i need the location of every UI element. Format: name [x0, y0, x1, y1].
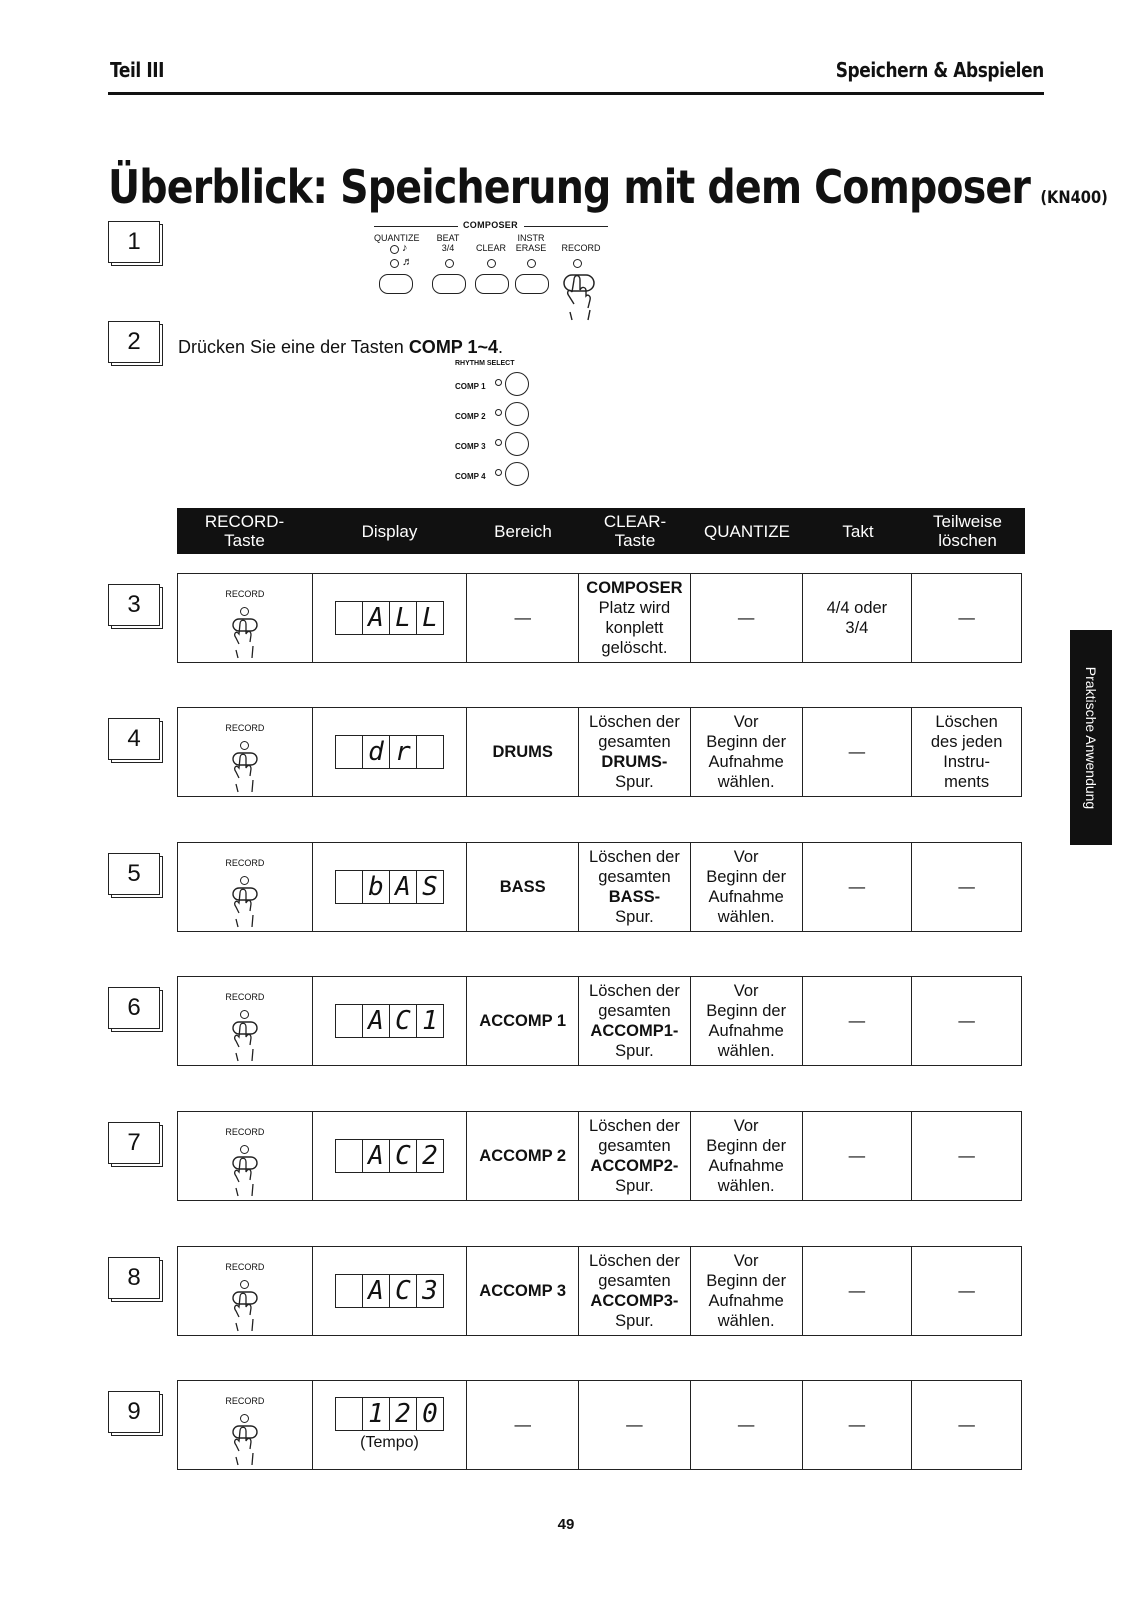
step2-instruction	[178, 337, 503, 358]
takt-text-dash: —	[848, 743, 866, 761]
table-row	[177, 573, 1022, 663]
step-number-box: 6	[108, 987, 160, 1029]
lcd-digit: L	[389, 602, 416, 634]
record-label: RECORD	[225, 858, 265, 868]
lcd-digit	[336, 1398, 362, 1430]
area-cell	[467, 843, 579, 931]
record-cell	[178, 1381, 313, 1469]
partial-erase-cell	[912, 977, 1021, 1065]
lcd-digit: S	[416, 871, 443, 903]
sixteenth-note-icon: ♬	[402, 256, 413, 268]
partial-text-dash: —	[958, 609, 975, 627]
record-led	[240, 741, 249, 750]
partial-text-dash: —	[958, 1416, 975, 1434]
display-note: (Tempo)	[360, 1434, 419, 1451]
section-label: Speichern & Abspielen	[835, 58, 1044, 82]
quantize-text: Vor Beginn der Aufnahme wählen.	[706, 1117, 787, 1195]
lcd-display	[335, 601, 444, 635]
lcd-display	[335, 735, 444, 769]
partial-erase-cell	[912, 1247, 1021, 1335]
clear-text: Spur.	[615, 1312, 654, 1330]
clear-text: Spur.	[615, 1042, 654, 1060]
display-cell	[313, 1381, 468, 1469]
area-dash: —	[514, 609, 531, 627]
step-number-box: 3	[108, 584, 160, 626]
area-text: ACCOMP 3	[479, 1282, 567, 1300]
comp3-button[interactable]	[505, 432, 529, 456]
lcd-digit: C	[389, 1140, 416, 1172]
comp4-button[interactable]	[505, 462, 529, 486]
table-row	[177, 842, 1022, 932]
clear-text-pre: Löschen der gesamten	[589, 848, 680, 886]
clear-cell-content	[589, 981, 680, 1061]
quantize-text: Vor Beginn der Aufnahme wählen.	[706, 848, 787, 926]
lcd-digit: A	[362, 1275, 389, 1307]
header-record: RECORD- Taste	[204, 512, 285, 550]
takt-cell	[803, 1247, 913, 1335]
lcd-display	[335, 1397, 444, 1431]
partial-text: Löschen des jeden Instru- ments	[930, 713, 1003, 791]
erase-label: ERASE	[515, 243, 547, 253]
finger-press-icon[interactable]	[227, 616, 263, 660]
takt-text-dash: —	[848, 1147, 866, 1165]
clear-cell-content	[589, 1251, 680, 1331]
clear-text-pre: Löschen der gesamten	[589, 713, 680, 751]
beat-button[interactable]	[432, 274, 466, 294]
quantize-led-1	[390, 245, 399, 254]
lcd-digit: 0	[416, 1398, 443, 1430]
chapter-label: Teil III	[110, 58, 165, 82]
instr-erase-led	[527, 259, 536, 268]
clear-cell	[579, 977, 691, 1065]
lcd-digit: A	[362, 602, 389, 634]
side-tab	[1070, 630, 1112, 845]
finger-press-icon[interactable]	[227, 1154, 263, 1198]
quantize-text: Vor Beginn der Aufnahme wählen.	[706, 713, 787, 791]
table-row	[177, 1246, 1022, 1336]
area-text: ACCOMP 2	[479, 1147, 567, 1165]
area-dash: —	[514, 1416, 531, 1434]
step-number-box: 1	[108, 221, 160, 263]
clear-text: Platz wird konplett gelöscht.	[598, 599, 671, 657]
finger-press-icon[interactable]	[227, 1289, 263, 1333]
quantize-led-2	[390, 259, 399, 268]
partial-text-dash: —	[958, 1012, 975, 1030]
header-takt: Takt	[842, 521, 874, 541]
clear-text-pre: Löschen der gesamten	[589, 982, 680, 1020]
lcd-display	[335, 1004, 444, 1038]
takt-text-dash: —	[848, 1282, 866, 1300]
table-row	[177, 1380, 1022, 1470]
quantize-text: Vor Beginn der Aufnahme wählen.	[706, 982, 787, 1060]
clear-button[interactable]	[475, 274, 509, 294]
comp4-led	[495, 469, 502, 476]
clear-text: Spur.	[615, 773, 654, 791]
record-cell	[178, 1112, 313, 1200]
record-label: RECORD	[225, 1396, 265, 1406]
clear-cell-content	[586, 578, 682, 658]
area-cell	[467, 1381, 579, 1469]
table-row	[177, 707, 1022, 797]
lcd-digit	[336, 1005, 362, 1037]
lcd-digit: 2	[416, 1140, 443, 1172]
header-rule	[108, 92, 1044, 95]
quantize-label: QUANTIZE	[374, 233, 420, 243]
area-cell	[467, 977, 579, 1065]
rhythm-select-label: RHYTHM SELECT	[455, 360, 515, 367]
finger-press-icon[interactable]	[227, 885, 263, 929]
comp3-label: COMP 3	[455, 442, 486, 451]
rhythm-select-diagram	[455, 360, 545, 490]
clear-led	[487, 259, 496, 268]
lcd-digit	[336, 871, 362, 903]
area-cell	[467, 708, 579, 796]
step2-text-before: Drücken Sie eine der Tasten	[178, 337, 409, 357]
page-number: 49	[557, 1516, 575, 1533]
lcd-digit: 1	[416, 1005, 443, 1037]
record-led	[573, 259, 582, 268]
takt-cell	[803, 1112, 913, 1200]
comp3-led	[495, 439, 502, 446]
finger-press-icon[interactable]	[227, 1019, 263, 1063]
lcd-digit: 2	[389, 1398, 416, 1430]
record-cell	[178, 977, 313, 1065]
page-title-main: Überblick: Speicherung mit dem Composer	[108, 160, 1031, 214]
display-cell	[313, 1112, 468, 1200]
quantize-cell	[691, 574, 803, 662]
area-text: BASS	[499, 878, 546, 896]
clear-cell	[579, 1381, 691, 1469]
step-number-box: 7	[108, 1122, 160, 1164]
lcd-digit: C	[389, 1005, 416, 1037]
step-number-box: 9	[108, 1391, 160, 1433]
partial-erase-cell	[912, 1381, 1021, 1469]
instr-label: INSTR	[517, 233, 545, 243]
header-clear: CLEAR- Taste	[603, 512, 667, 550]
comp1-label: COMP 1	[455, 382, 486, 391]
partial-text-dash: —	[958, 1282, 975, 1300]
record-cell	[178, 1247, 313, 1335]
takt-cell	[803, 708, 913, 796]
partial-erase-cell	[912, 1112, 1021, 1200]
step2-text-after: .	[498, 337, 504, 357]
record-cell	[178, 843, 313, 931]
comp2-led	[495, 409, 502, 416]
area-cell	[467, 1112, 579, 1200]
lcd-display	[335, 870, 444, 904]
comp1-button[interactable]	[505, 372, 529, 396]
record-led	[240, 607, 249, 616]
record-led	[240, 1010, 249, 1019]
lcd-digit: A	[362, 1140, 389, 1172]
comp1-led	[495, 379, 502, 386]
lcd-digit: A	[362, 1005, 389, 1037]
step-number-box: 8	[108, 1257, 160, 1299]
display-cell	[313, 843, 468, 931]
lcd-digit: A	[389, 871, 416, 903]
table-header	[177, 508, 1025, 554]
clear-cell	[579, 1112, 691, 1200]
instr-erase-label	[514, 233, 548, 253]
quantize-cell	[691, 1112, 803, 1200]
model-label: (KN400)	[1040, 188, 1108, 208]
composer-label: COMPOSER	[463, 220, 518, 230]
clear-text-pre: Löschen der gesamten	[589, 1252, 680, 1290]
comp4-label: COMP 4	[455, 472, 486, 481]
clear-label: CLEAR	[475, 243, 506, 253]
partial-erase-cell	[912, 708, 1021, 796]
record-cell	[178, 574, 313, 662]
record-label: RECORD	[225, 992, 265, 1002]
clear-cell	[579, 708, 691, 796]
beat-label	[434, 233, 462, 253]
header-area: Bereich	[494, 521, 552, 541]
quantize-text: Vor Beginn der Aufnahme wählen.	[706, 1252, 787, 1330]
record-led	[240, 876, 249, 885]
panel-line	[524, 226, 608, 227]
header-display: Display	[361, 521, 418, 541]
clear-text-bold: ACCOMP1-	[590, 1022, 679, 1040]
takt-cell	[803, 1381, 913, 1469]
finger-press-icon[interactable]	[227, 750, 263, 794]
lcd-digit: b	[362, 871, 389, 903]
clear-text-bold: COMPOSER	[586, 579, 683, 597]
quantize-cell	[691, 977, 803, 1065]
panel-line	[374, 226, 458, 227]
lcd-digit: L	[416, 602, 443, 634]
beat-label-top: BEAT	[436, 233, 460, 243]
clear-cell	[579, 843, 691, 931]
lcd-digit: r	[389, 736, 416, 768]
lcd-display	[335, 1274, 444, 1308]
lcd-display	[335, 1139, 444, 1173]
takt-text-dash: —	[848, 1416, 866, 1434]
area-text: ACCOMP 1	[479, 1012, 567, 1030]
partial-erase-cell	[912, 843, 1021, 931]
clear-cell-content	[589, 712, 680, 792]
step2-text-bold: COMP 1~4	[408, 337, 499, 357]
header-partial-erase: Teilweise löschen	[933, 512, 1002, 550]
display-cell	[313, 1247, 468, 1335]
clear-cell	[579, 574, 691, 662]
record-led	[240, 1414, 249, 1423]
step-number-box: 4	[108, 718, 160, 760]
clear-dash: —	[626, 1416, 643, 1434]
step-number-box: 2	[108, 321, 160, 363]
area-cell	[467, 574, 579, 662]
instr-erase-button[interactable]	[515, 274, 549, 294]
lcd-digit: 1	[362, 1398, 389, 1430]
comp2-label: COMP 2	[455, 412, 486, 421]
takt-text-dash: —	[848, 1012, 866, 1030]
record-label: RECORD	[225, 589, 265, 599]
quantize-cell	[691, 708, 803, 796]
clear-text: Spur.	[615, 908, 654, 926]
beat-label-bottom: 3/4	[441, 243, 455, 253]
takt-text-dash: —	[848, 878, 866, 896]
step-number-box: 5	[108, 853, 160, 895]
record-cell	[178, 708, 313, 796]
lcd-digit: d	[362, 736, 389, 768]
record-button-press[interactable]	[560, 268, 600, 333]
clear-text: Spur.	[615, 1177, 654, 1195]
table-row	[177, 1111, 1022, 1201]
takt-text: 4/4 oder 3/4	[826, 599, 888, 637]
quantize-button[interactable]	[379, 274, 413, 294]
partial-text-dash: —	[958, 1147, 975, 1165]
display-cell	[313, 708, 468, 796]
clear-text-bold: BASS-	[608, 888, 661, 906]
record-led	[240, 1145, 249, 1154]
clear-text-bold: DRUMS-	[601, 753, 668, 771]
clear-text-bold: ACCOMP3-	[590, 1292, 679, 1310]
table-row	[177, 976, 1022, 1066]
quantize-cell	[691, 1381, 803, 1469]
finger-press-icon	[560, 268, 600, 328]
area-text: DRUMS	[492, 743, 553, 761]
beat-led	[445, 259, 454, 268]
lcd-digit	[336, 1275, 362, 1307]
lcd-digit	[336, 736, 362, 768]
lcd-digit	[336, 1140, 362, 1172]
composer-panel-diagram	[374, 218, 610, 330]
record-label: RECORD	[225, 723, 265, 733]
side-tab-label: Praktische Anwendung	[1083, 666, 1099, 809]
lcd-digit	[336, 602, 362, 634]
quantize-cell	[691, 1247, 803, 1335]
record-label: RECORD	[561, 243, 601, 253]
quantize-text-dash: —	[737, 609, 755, 627]
lcd-digit: 3	[416, 1275, 443, 1307]
page-title	[108, 160, 1108, 214]
clear-text-pre: Löschen der gesamten	[589, 1117, 680, 1155]
header-quantize: QUANTIZE	[704, 521, 790, 541]
partial-erase-cell	[912, 574, 1021, 662]
finger-press-icon[interactable]	[227, 1423, 263, 1467]
takt-cell	[803, 977, 913, 1065]
comp2-button[interactable]	[505, 402, 529, 426]
partial-text-dash: —	[958, 878, 975, 896]
clear-cell-content	[589, 847, 680, 927]
record-led	[240, 1280, 249, 1289]
takt-cell	[803, 843, 913, 931]
quantize-text-dash: —	[737, 1416, 755, 1434]
display-cell	[313, 574, 468, 662]
record-label: RECORD	[225, 1127, 265, 1137]
record-label: RECORD	[225, 1262, 265, 1272]
area-cell	[467, 1247, 579, 1335]
takt-cell	[803, 574, 913, 662]
lcd-digit: C	[389, 1275, 416, 1307]
clear-cell-content	[589, 1116, 680, 1196]
display-cell	[313, 977, 468, 1065]
clear-text-bold: ACCOMP2-	[590, 1157, 679, 1175]
quantize-cell	[691, 843, 803, 931]
clear-cell	[579, 1247, 691, 1335]
eighth-note-icon: ♪	[402, 242, 408, 254]
lcd-digit	[416, 736, 443, 768]
